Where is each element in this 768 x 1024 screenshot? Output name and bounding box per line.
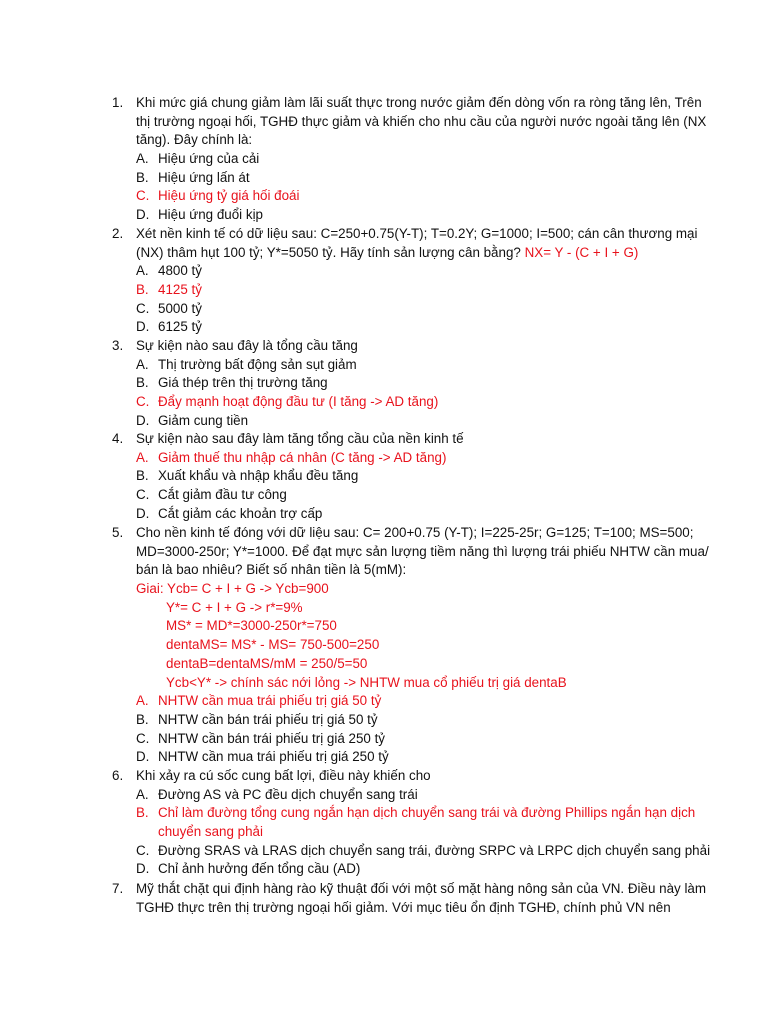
question-number: 4. (112, 431, 124, 446)
option-b: B. Giá thép trên thị trường tăng (136, 375, 328, 391)
solution-line: Ycb<Y* -> chính sác nới lỏng -> NHTW mua cổ phiếu trị giá dentaB (166, 674, 567, 690)
question-number: 1. (112, 95, 124, 110)
question-text: Khi mức giá chung giảm làm lãi suất thực trong nước giảm đến dòng vốn ra ròng tăng lên, Trên (136, 95, 702, 110)
option-b: B. NHTW cần bán trái phiếu trị giá 50 tỷ (136, 711, 378, 727)
question-text: MD=3000-250r; Y*=1000. Để đạt mực sản lượng tiềm năng thì lượng trái phiếu NHTW cần mua/ (136, 543, 709, 559)
question-text: TGHĐ thực trên thị trường ngoại hối giảm. Với mục tiêu ổn định TGHĐ, chính phủ VN nên (136, 899, 671, 915)
option-c: C. NHTW cần bán trái phiếu trị giá 250 tỷ (136, 730, 386, 746)
option-a: A. Thị trường bất động sản sụt giảm (136, 356, 357, 372)
question-text: (NX) thâm hụt 100 tỷ; Y*=5050 tỷ. Hãy tính sản lượng cân bằng? NX= Y - (C + I + G) (136, 244, 639, 260)
solution-line: Giai: Ycb= C + I + G -> Ycb=900 (136, 581, 329, 597)
question-6 (112, 767, 711, 879)
solution-line: MS* = MD*=3000-250r*=750 (166, 618, 337, 634)
option-c-answer: C. Hiệu ứng tỷ giá hối đoái (136, 188, 300, 204)
option-d: D. NHTW cần mua trái phiếu trị giá 250 tỷ (136, 749, 389, 765)
option-d: D. 6125 tỷ (136, 319, 202, 335)
question-text: Xét nền kinh tế có dữ liệu sau: C=250+0.75(Y-T); T=0.2Y; G=1000; I=500; cán cân thương mại (136, 226, 698, 241)
question-4 (112, 430, 672, 523)
option-d: D. Cắt giảm các khoản trợ cấp (136, 505, 323, 521)
question-number: 5. (112, 525, 124, 540)
option-c: C. Đường SRAS và LRAS dịch chuyển sang trái, đường SRPC và LRPC dịch chuyển sang phải (136, 842, 711, 858)
option-a: A. Hiệu ứng của cải (136, 151, 260, 167)
option-b: B. Xuất khẩu và nhập khẩu đều tăng (136, 468, 359, 484)
solution-line: dentaMS= MS* - MS= 750-500=250 (166, 637, 380, 653)
question-text: thị trường ngoại hối, TGHĐ thực giảm và khiến cho nhu cầu của người nước ngoài tăng lên (NX (136, 113, 707, 129)
question-1 (112, 94, 707, 225)
option-d: D. Hiệu ứng đuổi kịp (136, 207, 263, 223)
question-text: Mỹ thắt chặt qui định hàng rào kỹ thuật đối với một số mặt hàng nông sản của VN. Điều này làm (136, 881, 707, 896)
option-b-answer: B. Chỉ làm đường tổng cung ngắn hạn dịch chuyển sang trái và đường Phillips ngắn hạn dịch (136, 805, 696, 821)
solution-line: Y*= C + I + G -> r*=9% (166, 599, 303, 615)
answer-hint: NX= Y - (C + I + G) (524, 244, 639, 260)
option-c-answer: C. Đẩy mạnh hoạt động đầu tư (I tăng -> AD tăng) (136, 394, 439, 410)
question-number: 3. (112, 338, 124, 353)
question-2 (112, 225, 698, 337)
question-5 (112, 524, 709, 767)
question-text: tăng). Đây chính là: (136, 132, 253, 148)
solution-line: dentaB=dentaMS/mM = 250/5=50 (166, 655, 368, 671)
option-c: C. 5000 tỷ (136, 300, 202, 316)
option-d: D. Chỉ ảnh hưởng đến tổng cầu (AD) (136, 861, 361, 877)
question-text: Sự kiện nào sau đây là tổng cầu tăng (136, 338, 358, 353)
question-number: 6. (112, 768, 124, 783)
option-a-answer: A. Giảm thuế thu nhập cá nhân (C tăng -> AD tăng) (136, 449, 447, 465)
option-a: A. 4800 tỷ (136, 263, 202, 279)
question-text: Sự kiện nào sau đây làm tăng tổng cầu của nền kinh tế (136, 431, 464, 446)
option-c: C. Cắt giảm đầu tư công (136, 487, 287, 503)
question-3 (112, 337, 672, 430)
question-text: bán là bao nhiêu? Biết số nhân tiền là 5(mM): (136, 562, 407, 578)
option-d: D. Giảm cung tiền (136, 412, 249, 428)
question-7 (112, 880, 707, 917)
question-number: 7. (112, 881, 124, 896)
option-b-answer-continued: chuyển sang phải (158, 824, 263, 840)
question-number: 2. (112, 226, 124, 241)
option-a: A. Đường AS và PC đều dịch chuyển sang trái (136, 786, 418, 802)
option-b: B. Hiệu ứng lấn át (136, 169, 250, 185)
option-a-answer: A. NHTW cần mua trái phiếu trị giá 50 tỷ (136, 693, 382, 709)
question-text: Khi xảy ra cú sốc cung bất lợi, điều này khiến cho (136, 768, 431, 783)
question-text: Cho nền kinh tế đóng với dữ liệu sau: C= 200+0.75 (Y-T); I=225-25r; G=125; T=100; MS=500; (136, 525, 694, 540)
option-b-answer: B. 4125 tỷ (136, 282, 202, 298)
